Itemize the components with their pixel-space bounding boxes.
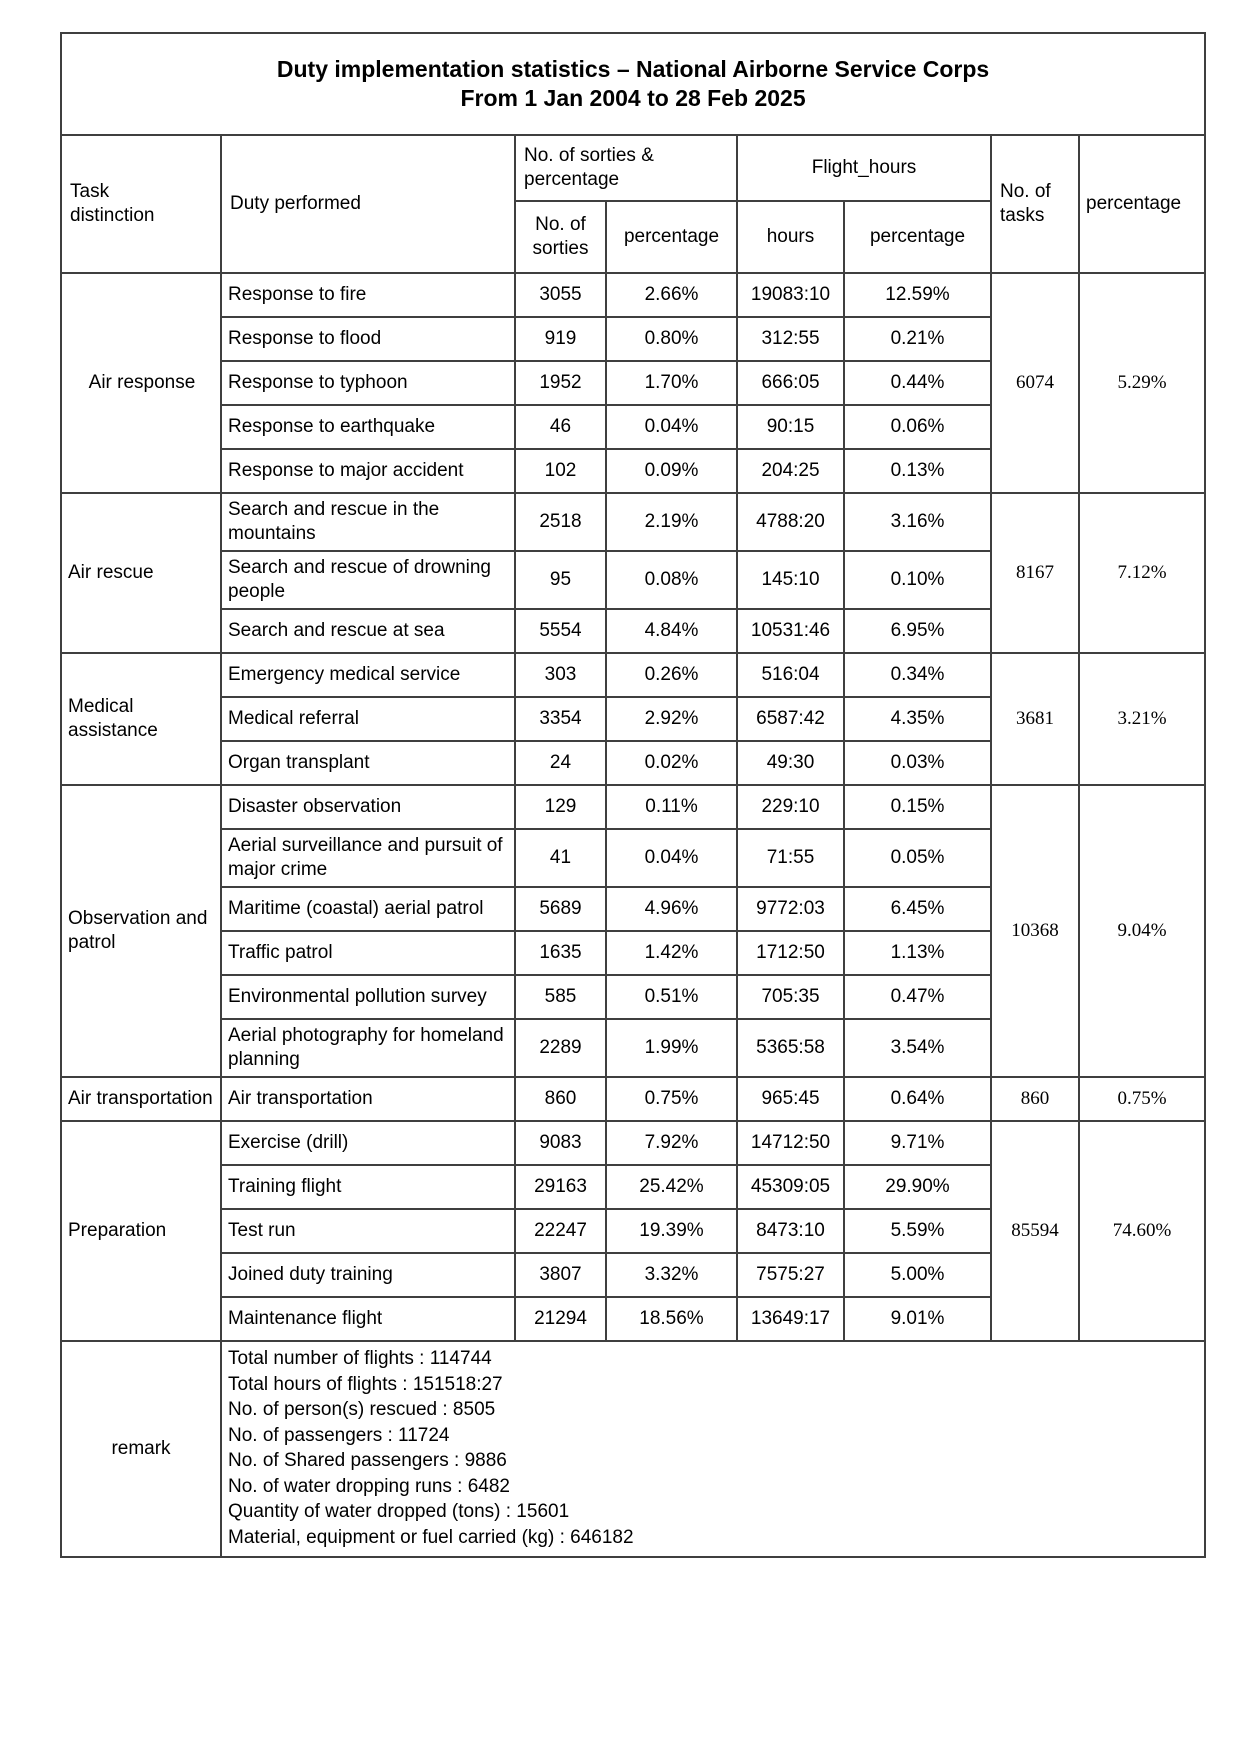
hours-percentage-cell: 4.35% xyxy=(844,697,991,741)
tasks-total-cell: 10368 xyxy=(991,785,1079,1077)
sorties-percentage-cell: 4.96% xyxy=(606,887,737,931)
duty-cell: Response to earthquake xyxy=(221,405,515,449)
hours-percentage-cell: 5.00% xyxy=(844,1253,991,1297)
hours-cell: 10531:46 xyxy=(737,609,844,653)
duty-cell: Organ transplant xyxy=(221,741,515,785)
task-group-cell: Air response xyxy=(61,273,221,493)
sorties-cell: 1952 xyxy=(515,361,606,405)
tasks-total-cell: 8167 xyxy=(991,493,1079,653)
hours-percentage-cell: 0.13% xyxy=(844,449,991,493)
statistics-document xyxy=(60,32,1206,1558)
duty-cell: Traffic patrol xyxy=(221,931,515,975)
hours-cell: 965:45 xyxy=(737,1077,844,1121)
title-line-1: Duty implementation statistics – National Airborne Service Corps xyxy=(276,56,990,82)
sorties-cell: 919 xyxy=(515,317,606,361)
sorties-percentage-cell: 0.75% xyxy=(606,1077,737,1121)
hours-percentage-cell: 12.59% xyxy=(844,273,991,317)
hours-percentage-cell: 0.15% xyxy=(844,785,991,829)
hours-percentage-cell: 0.34% xyxy=(844,653,991,697)
hours-cell: 4788:20 xyxy=(737,493,844,551)
sorties-cell: 21294 xyxy=(515,1297,606,1341)
remark-body-cell xyxy=(221,1341,1205,1557)
duty-cell: Response to fire xyxy=(221,273,515,317)
sorties-percentage-cell: 0.80% xyxy=(606,317,737,361)
header-hours: hours xyxy=(737,201,844,273)
duty-cell: Aerial surveillance and pursuit of major crime xyxy=(221,829,515,887)
tasks-percentage-cell: 74.60% xyxy=(1079,1121,1205,1341)
duty-cell: Response to typhoon xyxy=(221,361,515,405)
header-hours-percentage: percentage xyxy=(844,201,991,273)
sorties-percentage-cell: 7.92% xyxy=(606,1121,737,1165)
sorties-cell: 24 xyxy=(515,741,606,785)
remark-line: Total number of flights : 114744 xyxy=(228,1348,492,1369)
hours-cell: 229:10 xyxy=(737,785,844,829)
hours-cell: 8473:10 xyxy=(737,1209,844,1253)
hours-percentage-cell: 3.54% xyxy=(844,1019,991,1077)
hours-percentage-cell: 0.44% xyxy=(844,361,991,405)
hours-percentage-cell: 0.10% xyxy=(844,551,991,609)
hours-percentage-cell: 29.90% xyxy=(844,1165,991,1209)
tasks-total-cell: 6074 xyxy=(991,273,1079,493)
tasks-total-cell: 860 xyxy=(991,1077,1079,1121)
hours-cell: 204:25 xyxy=(737,449,844,493)
title-row xyxy=(61,33,1205,135)
table-row xyxy=(61,273,1205,317)
sorties-percentage-cell: 0.26% xyxy=(606,653,737,697)
duty-cell: Emergency medical service xyxy=(221,653,515,697)
sorties-percentage-cell: 2.92% xyxy=(606,697,737,741)
hours-cell: 312:55 xyxy=(737,317,844,361)
hours-cell: 13649:17 xyxy=(737,1297,844,1341)
sorties-cell: 129 xyxy=(515,785,606,829)
hours-cell: 14712:50 xyxy=(737,1121,844,1165)
hours-percentage-cell: 3.16% xyxy=(844,493,991,551)
hours-percentage-cell: 0.64% xyxy=(844,1077,991,1121)
sorties-percentage-cell: 25.42% xyxy=(606,1165,737,1209)
hours-cell: 71:55 xyxy=(737,829,844,887)
hours-percentage-cell: 0.21% xyxy=(844,317,991,361)
duty-cell: Exercise (drill) xyxy=(221,1121,515,1165)
header-task-distinction: Task distinction xyxy=(61,135,221,273)
sorties-cell: 585 xyxy=(515,975,606,1019)
header-flight-hours-group: Flight_hours xyxy=(737,135,991,201)
duty-cell: Response to flood xyxy=(221,317,515,361)
sorties-cell: 5689 xyxy=(515,887,606,931)
duty-cell: Aerial photography for homeland planning xyxy=(221,1019,515,1077)
hours-percentage-cell: 9.71% xyxy=(844,1121,991,1165)
duty-cell: Medical referral xyxy=(221,697,515,741)
sorties-cell: 46 xyxy=(515,405,606,449)
duty-cell: Training flight xyxy=(221,1165,515,1209)
remark-line: Material, equipment or fuel carried (kg) : 646182 xyxy=(228,1526,634,1548)
duty-cell: Search and rescue in the mountains xyxy=(221,493,515,551)
sorties-percentage-cell: 0.04% xyxy=(606,829,737,887)
duty-cell: Disaster observation xyxy=(221,785,515,829)
tasks-percentage-cell: 0.75% xyxy=(1079,1077,1205,1121)
hours-percentage-cell: 6.95% xyxy=(844,609,991,653)
hours-cell: 705:35 xyxy=(737,975,844,1019)
hours-percentage-cell: 0.47% xyxy=(844,975,991,1019)
task-group-cell: Air rescue xyxy=(61,493,221,653)
sorties-cell: 3807 xyxy=(515,1253,606,1297)
hours-cell: 666:05 xyxy=(737,361,844,405)
sorties-cell: 3055 xyxy=(515,273,606,317)
header-percentage: percentage xyxy=(1079,135,1205,273)
sorties-percentage-cell: 4.84% xyxy=(606,609,737,653)
duty-cell: Maintenance flight xyxy=(221,1297,515,1341)
remark-label-cell: remark xyxy=(61,1341,221,1557)
tasks-total-cell: 3681 xyxy=(991,653,1079,785)
table-row xyxy=(61,1121,1205,1165)
hours-cell: 145:10 xyxy=(737,551,844,609)
table-row xyxy=(61,1077,1205,1121)
hours-cell: 19083:10 xyxy=(737,273,844,317)
sorties-percentage-cell: 1.70% xyxy=(606,361,737,405)
sorties-cell: 1635 xyxy=(515,931,606,975)
task-group-cell: Medical assistance xyxy=(61,653,221,785)
tasks-percentage-cell: 3.21% xyxy=(1079,653,1205,785)
hours-cell: 6587:42 xyxy=(737,697,844,741)
duty-statistics-table xyxy=(60,32,1206,1558)
remark-row xyxy=(61,1341,1205,1557)
sorties-cell: 95 xyxy=(515,551,606,609)
tasks-percentage-cell: 7.12% xyxy=(1079,493,1205,653)
duty-cell: Search and rescue at sea xyxy=(221,609,515,653)
sorties-percentage-cell: 1.42% xyxy=(606,931,737,975)
remark-line: No. of Shared passengers : 9886 xyxy=(228,1450,507,1471)
title-line-2: From 1 Jan 2004 to 28 Feb 2025 xyxy=(460,85,806,111)
sorties-cell: 2518 xyxy=(515,493,606,551)
sorties-cell: 303 xyxy=(515,653,606,697)
sorties-percentage-cell: 18.56% xyxy=(606,1297,737,1341)
hours-cell: 9772:03 xyxy=(737,887,844,931)
duty-cell: Environmental pollution survey xyxy=(221,975,515,1019)
sorties-cell: 860 xyxy=(515,1077,606,1121)
sorties-percentage-cell: 19.39% xyxy=(606,1209,737,1253)
sorties-percentage-cell: 0.51% xyxy=(606,975,737,1019)
sorties-percentage-cell: 0.08% xyxy=(606,551,737,609)
hours-percentage-cell: 0.05% xyxy=(844,829,991,887)
sorties-cell: 22247 xyxy=(515,1209,606,1253)
task-group-cell: Preparation xyxy=(61,1121,221,1341)
hours-cell: 5365:58 xyxy=(737,1019,844,1077)
remark-line: Quantity of water dropped (tons) : 15601 xyxy=(228,1501,570,1522)
remark-line: Total hours of flights : 151518:27 xyxy=(228,1373,503,1395)
hours-percentage-cell: 6.45% xyxy=(844,887,991,931)
remark-line: No. of passengers : 11724 xyxy=(228,1424,450,1446)
table-row xyxy=(61,653,1205,697)
duty-cell: Response to major accident xyxy=(221,449,515,493)
duty-cell: Test run xyxy=(221,1209,515,1253)
hours-cell: 1712:50 xyxy=(737,931,844,975)
sorties-percentage-cell: 2.19% xyxy=(606,493,737,551)
hours-percentage-cell: 5.59% xyxy=(844,1209,991,1253)
table-row xyxy=(61,493,1205,551)
sorties-percentage-cell: 0.04% xyxy=(606,405,737,449)
sorties-cell: 5554 xyxy=(515,609,606,653)
remark-line: No. of person(s) rescued : 8505 xyxy=(228,1399,496,1420)
hours-percentage-cell: 0.06% xyxy=(844,405,991,449)
remark-line: No. of water dropping runs : 6482 xyxy=(228,1475,511,1497)
hours-percentage-cell: 9.01% xyxy=(844,1297,991,1341)
sorties-percentage-cell: 2.66% xyxy=(606,273,737,317)
header-no-of-sorties: No. of sorties xyxy=(515,201,606,273)
table-row xyxy=(61,785,1205,829)
hours-cell: 45309:05 xyxy=(737,1165,844,1209)
duty-cell: Maritime (coastal) aerial patrol xyxy=(221,887,515,931)
task-group-cell: Air transportation xyxy=(61,1077,221,1121)
sorties-percentage-cell: 0.09% xyxy=(606,449,737,493)
header-sorties-percentage: percentage xyxy=(606,201,737,273)
sorties-cell: 3354 xyxy=(515,697,606,741)
sorties-cell: 2289 xyxy=(515,1019,606,1077)
task-group-cell: Observation and patrol xyxy=(61,785,221,1077)
tasks-percentage-cell: 9.04% xyxy=(1079,785,1205,1077)
sorties-cell: 41 xyxy=(515,829,606,887)
sorties-percentage-cell: 3.32% xyxy=(606,1253,737,1297)
tasks-percentage-cell: 5.29% xyxy=(1079,273,1205,493)
tasks-total-cell: 85594 xyxy=(991,1121,1079,1341)
header-row-top xyxy=(61,135,1205,201)
sorties-cell: 102 xyxy=(515,449,606,493)
sorties-cell: 9083 xyxy=(515,1121,606,1165)
hours-percentage-cell: 1.13% xyxy=(844,931,991,975)
sorties-cell: 29163 xyxy=(515,1165,606,1209)
sorties-percentage-cell: 0.02% xyxy=(606,741,737,785)
header-sorties-group: No. of sorties & percentage xyxy=(515,135,737,201)
header-no-of-tasks: No. of tasks xyxy=(991,135,1079,273)
duty-cell: Joined duty training xyxy=(221,1253,515,1297)
header-duty-performed: Duty performed xyxy=(221,135,515,273)
hours-cell: 49:30 xyxy=(737,741,844,785)
duty-cell: Air transportation xyxy=(221,1077,515,1121)
hours-cell: 90:15 xyxy=(737,405,844,449)
sorties-percentage-cell: 0.11% xyxy=(606,785,737,829)
duty-cell: Search and rescue of drowning people xyxy=(221,551,515,609)
hours-cell: 7575:27 xyxy=(737,1253,844,1297)
sorties-percentage-cell: 1.99% xyxy=(606,1019,737,1077)
hours-cell: 516:04 xyxy=(737,653,844,697)
page-title xyxy=(61,33,1205,135)
hours-percentage-cell: 0.03% xyxy=(844,741,991,785)
